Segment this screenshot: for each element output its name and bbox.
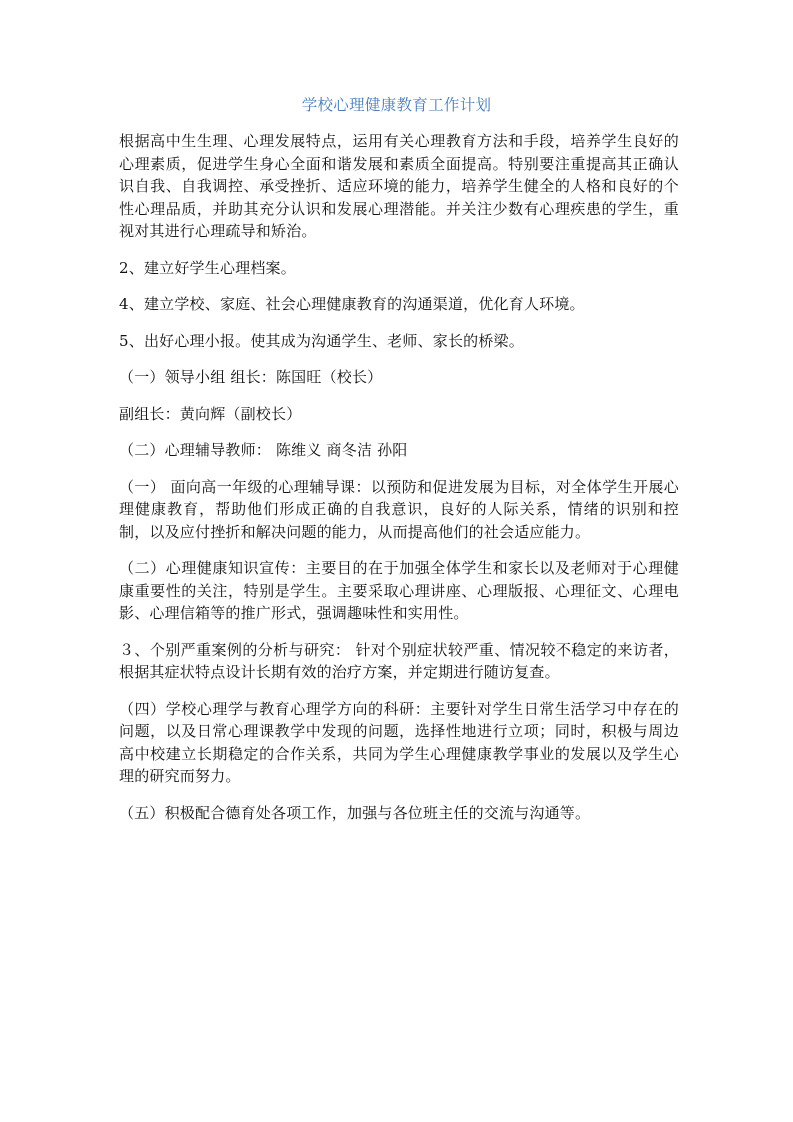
paragraph-counseling-course: （一） 面向高一年级的心理辅导课：以预防和促进发展为目标，对全体学生开展心理健康教育，帮助他们形成正确的自我意识，良好的人际关系，情绪的识别和控制，以及应付挫折和解决问题的能力，从而提高他们的社会适应能力。 bbox=[119, 477, 679, 541]
paragraph-item-4: 4、建立学校、家庭、社会心理健康教育的沟通渠道，优化育人环境。 bbox=[119, 295, 585, 313]
paragraph-cooperation: （五）积极配合德育处各项工作，加强与各位班主任的交流与沟通等。 bbox=[119, 803, 591, 822]
paragraph-intro: 根据高中生生理、心理发展特点，运用有关心理教育方法和手段，培养学生良好的心理素质，促进学生身心全面和谐发展和素质全面提高。特别要注重提高其正确认识自我、自我调控、承受挫折、适应环境的能力，培养学生健全的人格和良好的个性心理品质，并助其充分认识和发展心理潜能。并关注少数有心理疾患的学生，重视对其进行心理疏导和矫治。 bbox=[119, 132, 679, 240]
paragraph-knowledge-promotion: （二）心理健康知识宣传：主要目的在于加强全体学生和家长以及老师对于心理健康重要性的关注，特别是学生。主要采取心理讲座、心理版报、心理征文、心理电影、心理信箱等的推广形式，强调趣味性和实用性。 bbox=[119, 559, 679, 622]
paragraph-counseling-teachers: （二）心理辅导教师： 陈维义 商冬洁 孙阳 bbox=[119, 441, 408, 459]
document-title: 学校心理健康教育工作计划 bbox=[301, 96, 492, 114]
paragraph-item-5: 5、出好心理小报。使其成为沟通学生、老师、家长的桥梁。 bbox=[119, 331, 524, 350]
paragraph-leadership-group: （一）领导小组 组长：陈国旺（校长） bbox=[119, 368, 383, 386]
paragraph-case-analysis: ３、个别严重案例的分析与研究： 针对个别症状较严重、情况较不稳定的来访者，根据其症状特点设计长期有效的治疗方案，并定期进行随访复查。 bbox=[119, 640, 679, 681]
paragraph-deputy-leader: 副组长：黄向辉（副校长） bbox=[119, 404, 302, 423]
document-body bbox=[119, 130, 679, 838]
paragraph-item-2: 2、建立好学生心理档案。 bbox=[119, 258, 296, 277]
paragraph-research: （四）学校心理学与教育心理学方向的科研：主要针对学生日常生活学习中存在的问题，以及日常心理课教学中发现的问题，选择性地进行立项；同时，积极与周边高中校建立长期稳定的合作关系，共同为学生心理健康教学事业的发展以及学生心理的研究而努力。 bbox=[119, 699, 679, 785]
